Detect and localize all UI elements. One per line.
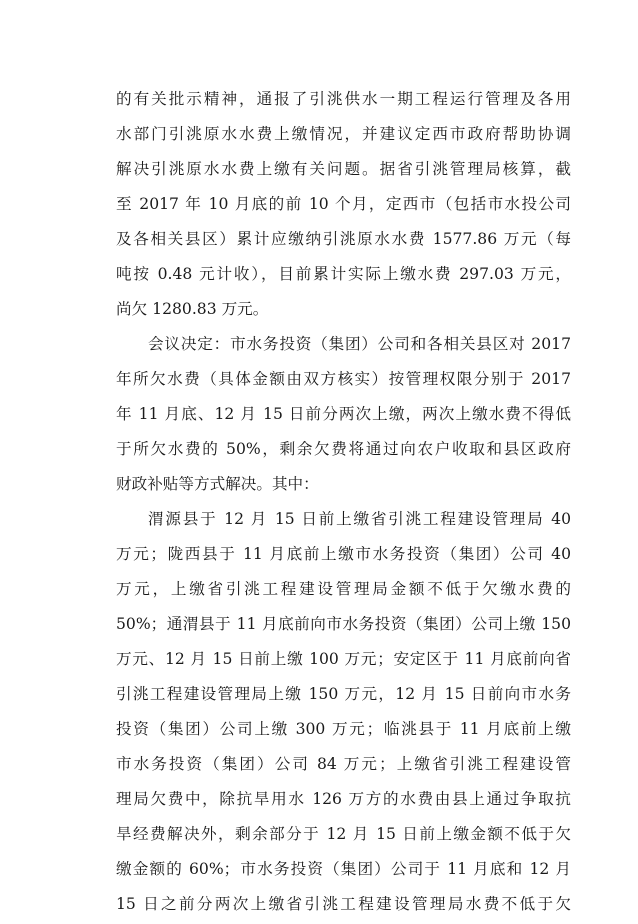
text-line: 年 11 月底、12 月 15 日前分两次上缴，两次上缴水费不得低 — [116, 405, 571, 423]
text-line: 财政补贴等方式解决。其中： — [116, 475, 319, 493]
text-line: 至 2017 年 10 月底的前 10 个月，定西市（包括市水投公司 — [116, 195, 571, 213]
text-line: 会议决定：市水务投资（集团）公司和各相关县区对 2017 — [148, 335, 571, 353]
text-line: 理局欠费中，除抗旱用水 126 万方的水费由县上通过争取抗 — [116, 790, 571, 808]
paragraph-3 — [116, 502, 571, 922]
text-line: 市水务投资（集团）公司 84 万元；上缴省引洮工程建设管 — [116, 755, 571, 773]
paragraph-2 — [116, 327, 571, 502]
text-line: 解决引洮原水水费上缴有关问题。据省引洮管理局核算，截 — [116, 160, 571, 178]
text-line: 吨按 0.48 元计收），目前累计实际上缴水费 297.03 万元， — [116, 265, 571, 283]
text-line: 投资（集团）公司上缴 300 万元；临洮县于 11 月底前上缴 — [116, 720, 571, 738]
text-line: 缴金额的 60%；市水务投资（集团）公司于 11 月底和 12 月 — [116, 860, 571, 878]
text-line: 渭源县于 12 月 15 日前上缴省引洮工程建设管理局 40 — [148, 510, 571, 528]
text-line: 50%；通渭县于 11 月底前向市水务投资（集团）公司上缴 150 — [116, 615, 571, 633]
text-line: 尚欠 1280.83 万元。 — [116, 300, 269, 318]
text-line: 万元、12 月 15 日前上缴 100 万元；安定区于 11 月底前向省 — [116, 650, 571, 668]
text-line: 引洮工程建设管理局上缴 150 万元，12 月 15 日前向市水务 — [116, 685, 571, 703]
paragraph-1 — [116, 82, 571, 327]
text-line: 旱经费解决外，剩余部分于 12 月 15 日前上缴金额不低于欠 — [116, 825, 571, 843]
text-line: 15 日之前分两次上缴省引洮工程建设管理局水费不低于欠 — [116, 895, 571, 913]
text-line: 万元；陇西县于 11 月底前上缴市水务投资（集团）公司 40 — [116, 545, 571, 563]
text-line: 的有关批示精神，通报了引洮供水一期工程运行管理及各用 — [116, 90, 571, 108]
text-line: 万元，上缴省引洮工程建设管理局金额不低于欠缴水费的 — [116, 580, 571, 598]
text-line: 及各相关县区）累计应缴纳引洮原水水费 1577.86 万元（每 — [116, 230, 571, 248]
text-line: 年所欠水费（具体金额由双方核实）按管理权限分别于 2017 — [116, 370, 571, 388]
text-line: 水部门引洮原水水费上缴情况，并建议定西市政府帮助协调 — [116, 125, 571, 143]
text-line: 于所欠水费的 50%，剩余欠费将通过向农户收取和县区政府 — [116, 440, 571, 458]
document-body — [116, 82, 571, 922]
